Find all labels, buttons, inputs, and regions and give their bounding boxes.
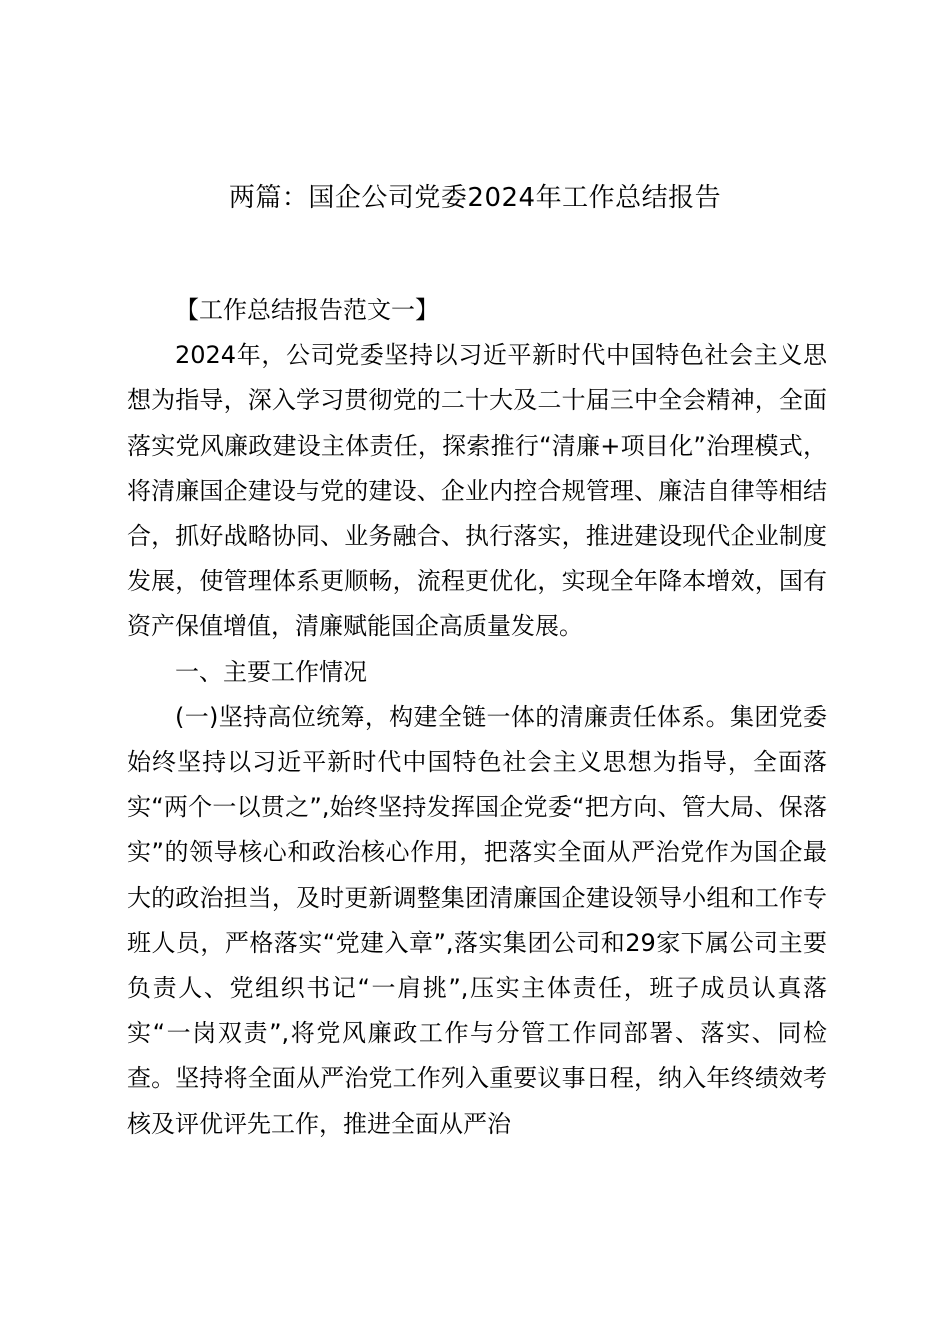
document-body	[127, 288, 827, 1147]
section-label: 【工作总结报告范文一】	[175, 296, 439, 324]
document-title: 两篇：国企公司党委2024年工作总结报告	[228, 183, 722, 213]
paragraph-section-one: (一)坚持高位统筹，构建全链一体的清廉责任体系。集团党委始终坚持以习近平新时代中国特色社会主义思想为指导，全面落实“两个一以贯之”,始终坚持发挥国企党委“把方向、管大局、保落实”的领导核心和政治核心作用，把落实全面从严治党作为国企最大的政治担当，及时更新调整集团清廉国企建设领导小组和工作专班人员，严格落实“党建入章”,落实集团公司和29家下属公司主要负责人、党组织书记“一肩挑”,压实主体责任，班子成员认真落实“一岗双责”,将党风廉政工作与分管工作同部署、落实、同检查。坚持将全面从严治党工作列入重要议事日程，纳入年终绩效考核及评优评先工作，推进全面从严治	[127, 702, 827, 1138]
paragraph-intro: 2024年，公司党委坚持以习近平新时代中国特色社会主义思想为指导，深入学习贯彻党的二十大及二十届三中全会精神，全面落实党风廉政建设主体责任，探索推行“清廉+项目化”治理模式，将清廉国企建设与党的建设、企业内控合规管理、廉洁自律等相结合，抓好战略协同、业务融合、执行落实，推进建设现代企业制度发展，使管理体系更顺畅，流程更优化，实现全年降本增效，国有资产保值增值，清廉赋能国企高质量发展。	[127, 341, 827, 641]
heading-main-work: 一、主要工作情况	[175, 657, 367, 686]
